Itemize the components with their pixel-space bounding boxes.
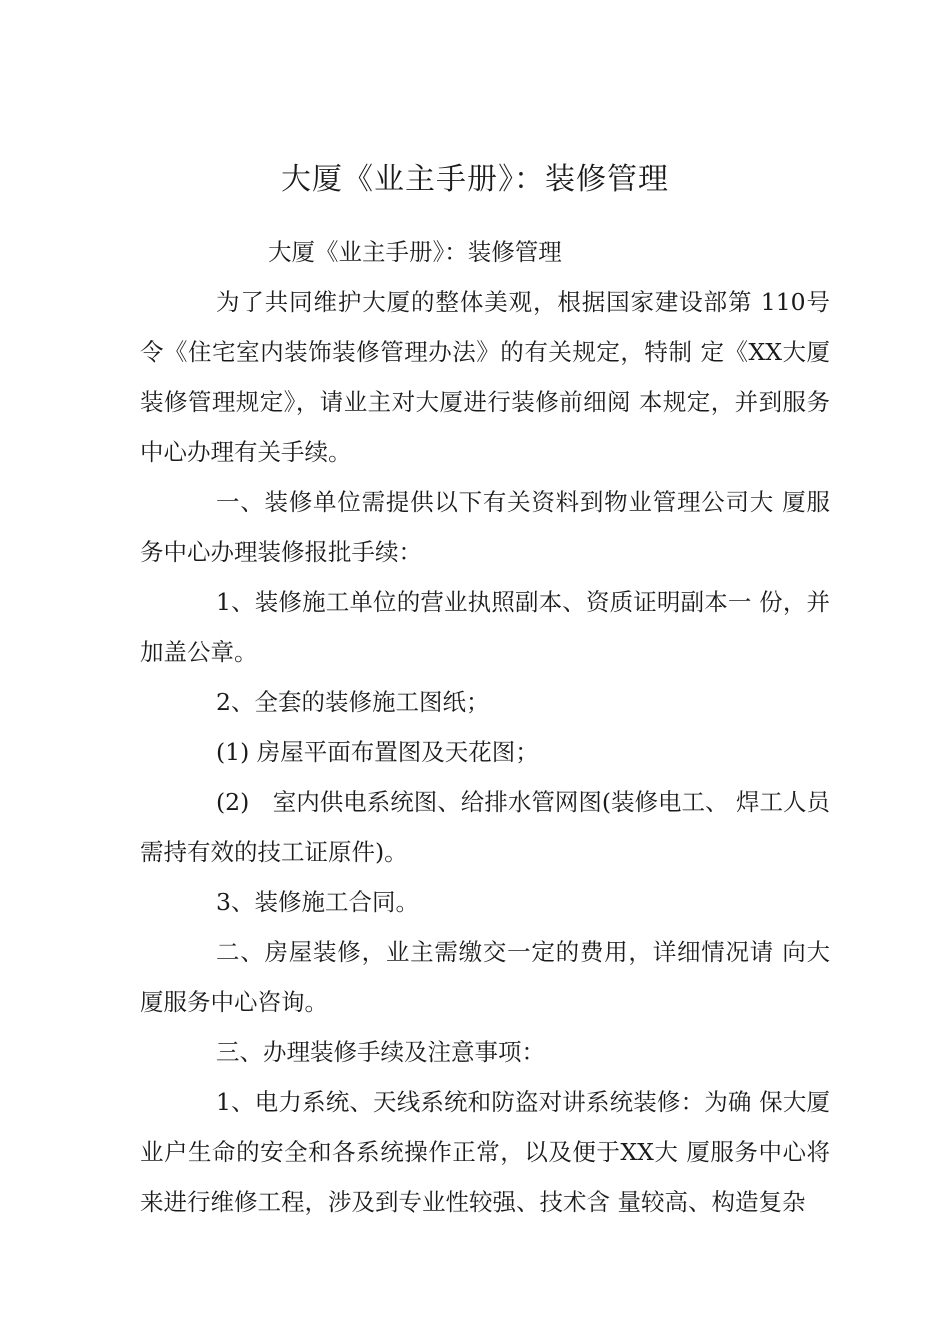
paragraph-section-2: 二、房屋装修，业主需缴交一定的费用，详细情况请 向大厦服务中心咨询。 (140, 938, 830, 1016)
paragraph-item-2: 2、全套的装修施工图纸； (216, 688, 490, 716)
document-body (140, 227, 830, 1227)
paragraph-intro: 为了共同维护大厦的整体美观，根据国家建设部第 110号令《住宅室内装饰装修管理办法》的有关规定，特制 定《XX大厦装修管理规定》，请业主对大厦进行装修前细阅 本规定，并到服务中心办理有关手续。 (140, 288, 830, 466)
paragraph-subitem-2: (2) 室内供电系统图、给排水管网图(装修电工、 焊工人员需持有效的技工证原件)。 (140, 788, 830, 866)
document-title: 大厦《业主手册》：装修管理 (281, 162, 669, 197)
paragraph-subtitle: 大厦《业主手册》：装修管理 (268, 238, 562, 266)
paragraph-subitem-1: (1) 房屋平面布置图及天花图； (216, 738, 539, 766)
paragraph-section-3: 三、办理装修手续及注意事项： (216, 1038, 545, 1066)
paragraph-item-3: 3、装修施工合同。 (216, 888, 419, 916)
paragraph-item-1: 1、装修施工单位的营业执照副本、资质证明副本一 份，并加盖公章。 (140, 588, 830, 666)
paragraph-section-1: 一、装修单位需提供以下有关资料到物业管理公司大 厦服务中心办理装修报批手续： (140, 488, 830, 566)
paragraph-section-3-item-1: 1、电力系统、天线系统和防盗对讲系统装修：为确 保大厦业户生命的安全和各系统操作正常，以及便于XX大 厦服务中心将来进行维修工程，涉及到专业性较强、技术含 量较高、构造复杂 (140, 1088, 830, 1216)
